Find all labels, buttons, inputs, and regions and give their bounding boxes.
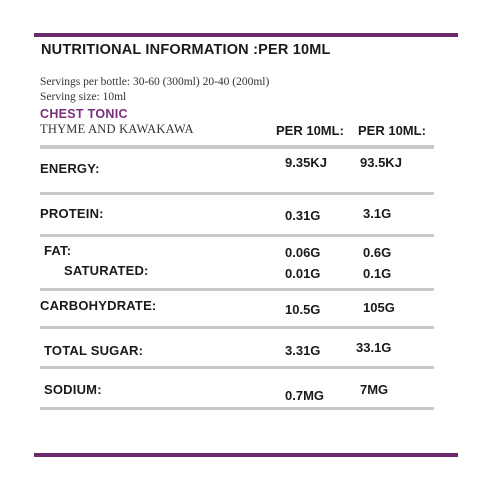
row-value-carbohydrate-2: 105G	[363, 300, 395, 315]
row-value-fat-1: 0.06G	[285, 245, 321, 260]
product-name: CHEST TONIC	[40, 107, 128, 121]
row-label-protein: PROTEIN:	[40, 206, 104, 221]
row-value-energy-2: 93.5KJ	[360, 155, 402, 170]
row-label-saturated: SATURATED:	[64, 263, 149, 278]
row-value-sodium-2: 7MG	[360, 382, 389, 397]
row-value-fat-2: 0.6G	[363, 245, 392, 260]
column-header-2: PER 10ML:	[358, 123, 426, 138]
row-divider	[40, 407, 434, 410]
top-accent-bar	[34, 33, 458, 37]
servings-text: Servings per bottle: 30-60 (300ml) 20-40 (200ml)	[40, 76, 270, 88]
row-value-saturated-1: 0.01G	[285, 266, 321, 281]
row-divider	[40, 326, 434, 329]
row-label-energy: ENERGY:	[40, 161, 100, 176]
row-value-saturated-2: 0.1G	[363, 266, 392, 281]
serving-size-text: Serving size: 10ml	[40, 91, 127, 103]
row-value-total-sugar-2: 33.1G	[356, 340, 392, 355]
row-divider	[40, 366, 434, 369]
row-divider	[40, 234, 434, 237]
row-value-protein-2: 3.1G	[363, 206, 392, 221]
row-label-fat: FAT:	[44, 243, 72, 258]
row-divider	[40, 192, 434, 195]
row-value-total-sugar-1: 3.31G	[285, 343, 321, 358]
row-value-energy-1: 9.35KJ	[285, 155, 327, 170]
row-label-carbohydrate: CARBOHYDRATE:	[40, 298, 157, 313]
bottom-accent-bar	[34, 453, 458, 457]
row-label-sodium: SODIUM:	[44, 382, 102, 397]
panel-title: NUTRITIONAL INFORMATION :PER 10ML	[41, 42, 331, 58]
row-value-sodium-1: 0.7MG	[285, 388, 325, 403]
row-label-total-sugar: TOTAL SUGAR:	[44, 343, 144, 358]
header-divider	[40, 145, 434, 149]
product-subtitle: THYME AND KAWAKAWA	[40, 122, 194, 136]
row-value-carbohydrate-1: 10.5G	[285, 302, 321, 317]
column-header-1: PER 10ML:	[276, 123, 344, 138]
row-divider	[40, 288, 434, 291]
row-value-protein-1: 0.31G	[285, 208, 321, 223]
